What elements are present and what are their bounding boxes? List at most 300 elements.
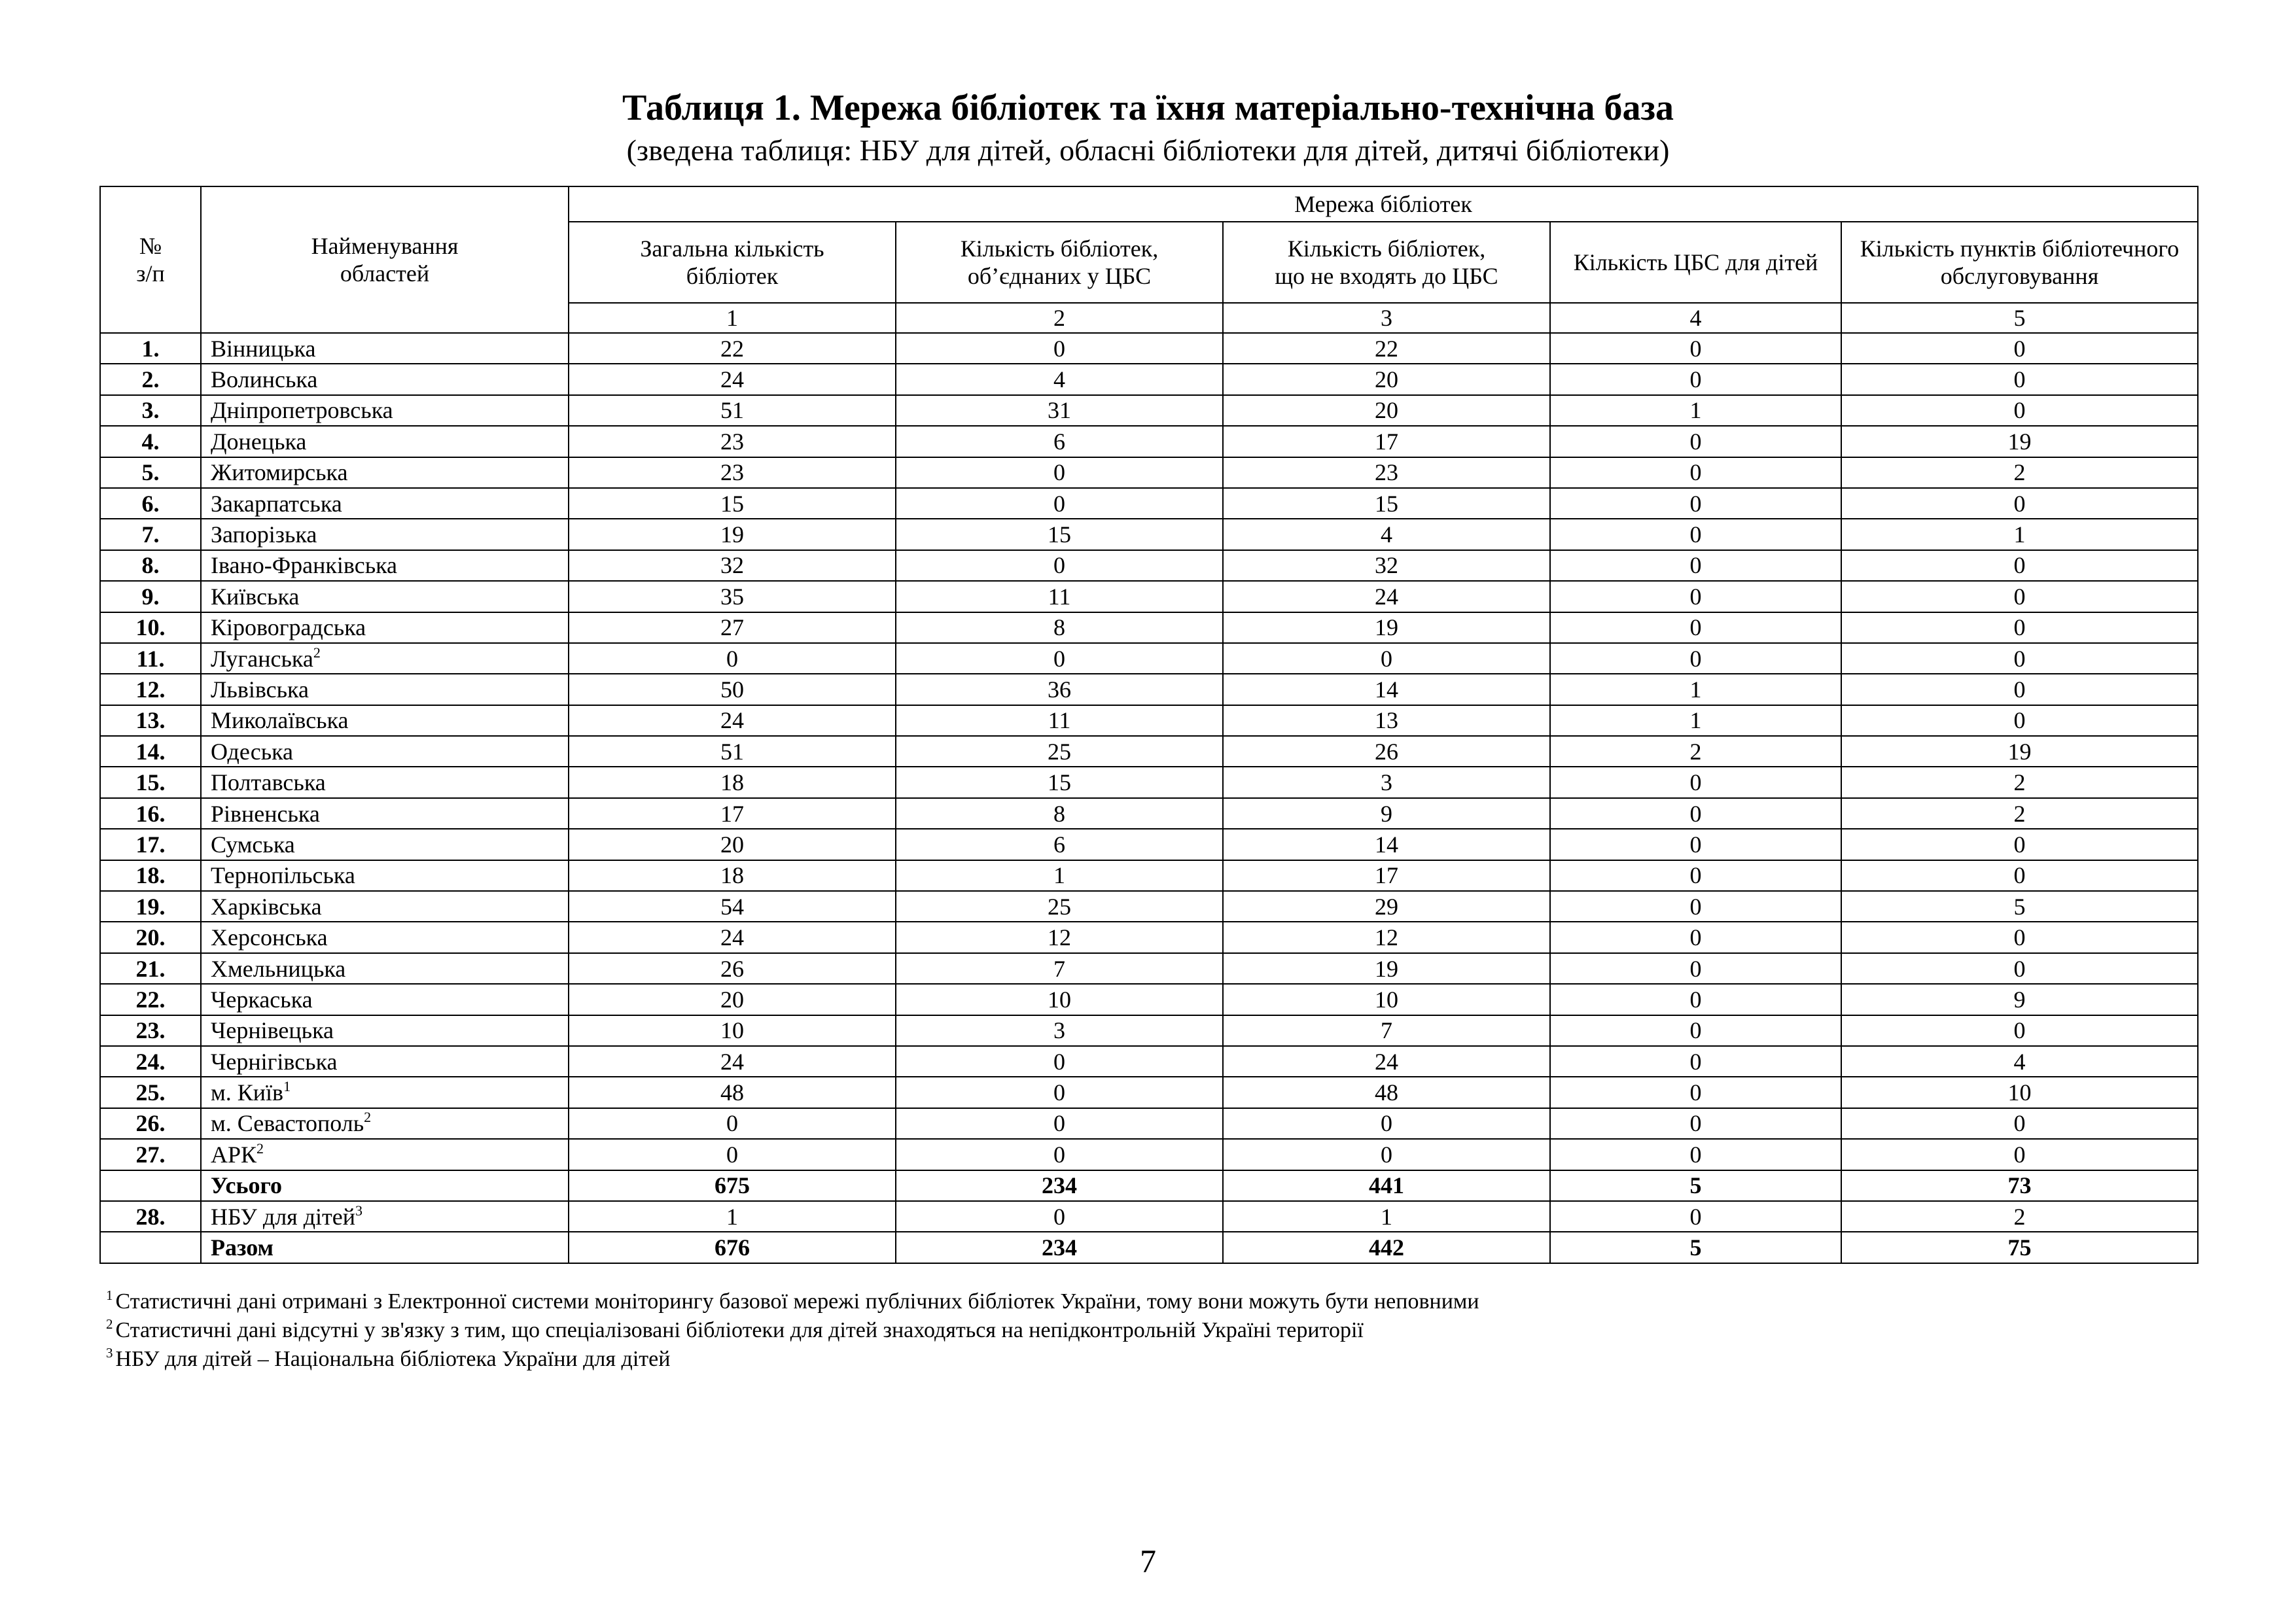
header-col-3: Кількість бібліотек, що не входять до ЦБС bbox=[1223, 222, 1550, 303]
value-cell-col-5: 5 bbox=[1841, 891, 2198, 922]
region-name-text: Житомирська bbox=[211, 459, 348, 486]
value-cell-col-5: 1 bbox=[1841, 519, 2198, 550]
footnote-mark: 3 bbox=[106, 1345, 113, 1361]
table-row bbox=[100, 643, 2198, 674]
value-cell-col-4: 0 bbox=[1550, 1015, 1841, 1046]
table-row bbox=[100, 705, 2198, 736]
value-cell-col-4: 0 bbox=[1550, 550, 1841, 581]
value-cell-col-5: 4 bbox=[1841, 1046, 2198, 1077]
value-cell-col-5: 19 bbox=[1841, 426, 2198, 457]
value-cell-col-1: 26 bbox=[569, 953, 896, 984]
value-cell-col-4: 5 bbox=[1550, 1232, 1841, 1263]
value-cell-col-3: 19 bbox=[1223, 612, 1550, 643]
region-name-text: м. Севастополь bbox=[211, 1110, 364, 1137]
region-name bbox=[201, 953, 569, 984]
value-cell-col-4: 0 bbox=[1550, 860, 1841, 891]
value-cell-col-1: 0 bbox=[569, 1139, 896, 1170]
header-colnum-4: 4 bbox=[1550, 303, 1841, 333]
table-subtitle: (зведена таблиця: НБУ для дітей, обласні бібліотеки для дітей, дитячі бібліотеки) bbox=[626, 133, 1670, 167]
region-name-text: Дніпропетровська bbox=[211, 397, 393, 424]
region-name-text: Вінницька bbox=[211, 335, 316, 362]
value-cell-col-2: 6 bbox=[896, 829, 1223, 860]
value-cell-col-2: 0 bbox=[896, 643, 1223, 674]
header-col-4: Кількість ЦБС для дітей bbox=[1550, 222, 1841, 303]
value-cell-col-5: 0 bbox=[1841, 1108, 2198, 1139]
value-cell-col-2: 7 bbox=[896, 953, 1223, 984]
value-cell-col-5: 2 bbox=[1841, 457, 2198, 488]
value-cell-col-4: 1 bbox=[1550, 705, 1841, 736]
value-cell-col-5: 0 bbox=[1841, 922, 2198, 952]
region-name-text: Чернівецька bbox=[211, 1017, 334, 1044]
value-cell-col-3: 0 bbox=[1223, 1139, 1550, 1170]
value-cell-col-4: 0 bbox=[1550, 1077, 1841, 1108]
value-cell-col-4: 0 bbox=[1550, 333, 1841, 364]
row-number: 20. bbox=[100, 922, 201, 952]
region-name bbox=[201, 519, 569, 550]
row-number: 23. bbox=[100, 1015, 201, 1046]
region-name-text: Разом bbox=[211, 1234, 274, 1261]
region-name-text: Запорізька bbox=[211, 521, 317, 548]
region-name bbox=[201, 612, 569, 643]
region-name bbox=[201, 550, 569, 581]
region-name bbox=[201, 674, 569, 705]
value-cell-col-2: 15 bbox=[896, 519, 1223, 550]
row-number: 15. bbox=[100, 767, 201, 797]
row-number: 21. bbox=[100, 953, 201, 984]
region-name-text: Миколаївська bbox=[211, 707, 349, 734]
row-number: 17. bbox=[100, 829, 201, 860]
value-cell-col-3: 0 bbox=[1223, 1108, 1550, 1139]
value-cell-col-5: 0 bbox=[1841, 364, 2198, 394]
value-cell-col-1: 27 bbox=[569, 612, 896, 643]
region-name bbox=[201, 798, 569, 829]
region-name-text: Київська bbox=[211, 583, 300, 610]
region-name bbox=[201, 581, 569, 612]
value-cell-col-4: 0 bbox=[1550, 984, 1841, 1015]
footnote-ref: 2 bbox=[313, 644, 321, 661]
footnote-ref: 2 bbox=[256, 1140, 264, 1157]
value-cell-col-1: 23 bbox=[569, 457, 896, 488]
table-row bbox=[100, 1015, 2198, 1046]
value-cell-col-3: 442 bbox=[1223, 1232, 1550, 1263]
value-cell-col-2: 0 bbox=[896, 333, 1223, 364]
table-row bbox=[100, 767, 2198, 797]
footnote-ref: 1 bbox=[283, 1078, 291, 1095]
region-name-text: Закарпатська bbox=[211, 490, 342, 517]
region-name bbox=[201, 488, 569, 519]
region-name-text: Луганська bbox=[211, 645, 313, 672]
value-cell-col-1: 676 bbox=[569, 1232, 896, 1263]
value-cell-col-5: 0 bbox=[1841, 550, 2198, 581]
header-colnum-2: 2 bbox=[896, 303, 1223, 333]
value-cell-col-4: 0 bbox=[1550, 891, 1841, 922]
value-cell-col-4: 0 bbox=[1550, 426, 1841, 457]
value-cell-col-1: 20 bbox=[569, 984, 896, 1015]
value-cell-col-5: 2 bbox=[1841, 767, 2198, 797]
region-name bbox=[201, 984, 569, 1015]
region-name-text: Сумська bbox=[211, 831, 295, 858]
footnote bbox=[106, 1287, 1479, 1316]
table-total-row bbox=[100, 1170, 2198, 1201]
row-number: 9. bbox=[100, 581, 201, 612]
value-cell-col-1: 35 bbox=[569, 581, 896, 612]
value-cell-col-2: 11 bbox=[896, 581, 1223, 612]
row-number: 11. bbox=[100, 643, 201, 674]
value-cell-col-5: 0 bbox=[1841, 643, 2198, 674]
header-network: Мережа бібліотек bbox=[569, 186, 2198, 222]
value-cell-col-2: 31 bbox=[896, 395, 1223, 426]
table-row bbox=[100, 736, 2198, 767]
value-cell-col-5: 0 bbox=[1841, 1139, 2198, 1170]
value-cell-col-3: 1 bbox=[1223, 1201, 1550, 1232]
table-row bbox=[100, 612, 2198, 643]
region-name-text: Чернігівська bbox=[211, 1048, 338, 1075]
value-cell-col-5: 10 bbox=[1841, 1077, 2198, 1108]
value-cell-col-2: 1 bbox=[896, 860, 1223, 891]
value-cell-col-1: 22 bbox=[569, 333, 896, 364]
value-cell-col-2: 0 bbox=[896, 1077, 1223, 1108]
row-number: 26. bbox=[100, 1108, 201, 1139]
page-number: 7 bbox=[1140, 1543, 1156, 1579]
value-cell-col-3: 17 bbox=[1223, 426, 1550, 457]
value-cell-col-3: 13 bbox=[1223, 705, 1550, 736]
region-name-text: Полтавська bbox=[211, 769, 326, 796]
table-row bbox=[100, 550, 2198, 581]
value-cell-col-5: 73 bbox=[1841, 1170, 2198, 1201]
header-col-1: Загальна кількість бібліотек bbox=[569, 222, 896, 303]
table-row bbox=[100, 1046, 2198, 1077]
value-cell-col-2: 25 bbox=[896, 736, 1223, 767]
row-number: 13. bbox=[100, 705, 201, 736]
table-body bbox=[100, 333, 2198, 1263]
region-name-text: НБУ для дітей bbox=[211, 1203, 356, 1230]
region-name-text: Харківська bbox=[211, 893, 322, 920]
table-row bbox=[100, 1201, 2198, 1232]
library-network-table bbox=[99, 186, 2199, 1264]
region-name-text: Усього bbox=[211, 1172, 283, 1199]
footnote bbox=[106, 1345, 1479, 1374]
value-cell-col-3: 12 bbox=[1223, 922, 1550, 952]
region-name bbox=[201, 860, 569, 891]
region-name-text: Черкаська bbox=[211, 986, 313, 1013]
value-cell-col-4: 0 bbox=[1550, 798, 1841, 829]
value-cell-col-5: 19 bbox=[1841, 736, 2198, 767]
row-number: 4. bbox=[100, 426, 201, 457]
footnote-text: НБУ для дітей – Національна бібліотека України для дітей bbox=[115, 1347, 671, 1371]
region-name bbox=[201, 767, 569, 797]
value-cell-col-3: 23 bbox=[1223, 457, 1550, 488]
value-cell-col-2: 0 bbox=[896, 550, 1223, 581]
table-row bbox=[100, 953, 2198, 984]
region-name-text: Львівська bbox=[211, 676, 309, 703]
value-cell-col-5: 9 bbox=[1841, 984, 2198, 1015]
table-row bbox=[100, 1077, 2198, 1108]
region-name-text: Херсонська bbox=[211, 924, 328, 951]
row-number: 14. bbox=[100, 736, 201, 767]
value-cell-col-1: 48 bbox=[569, 1077, 896, 1108]
region-name bbox=[201, 364, 569, 394]
header-number: № з/п bbox=[100, 186, 201, 333]
value-cell-col-2: 0 bbox=[896, 1046, 1223, 1077]
row-number: 1. bbox=[100, 333, 201, 364]
header-colnum-1: 1 bbox=[569, 303, 896, 333]
value-cell-col-3: 441 bbox=[1223, 1170, 1550, 1201]
value-cell-col-5: 0 bbox=[1841, 860, 2198, 891]
value-cell-col-1: 24 bbox=[569, 705, 896, 736]
region-name bbox=[201, 891, 569, 922]
region-name bbox=[201, 705, 569, 736]
value-cell-col-5: 0 bbox=[1841, 953, 2198, 984]
row-number: 2. bbox=[100, 364, 201, 394]
footnote-text: Статистичні дані отримані з Електронної системи моніторингу базової мережі публічних бібліотек України, тому вони можуть бути неповними bbox=[115, 1289, 1479, 1314]
region-name bbox=[201, 333, 569, 364]
value-cell-col-2: 0 bbox=[896, 457, 1223, 488]
table-row bbox=[100, 457, 2198, 488]
footnote bbox=[106, 1316, 1479, 1345]
value-cell-col-2: 15 bbox=[896, 767, 1223, 797]
table-row bbox=[100, 1139, 2198, 1170]
value-cell-col-3: 3 bbox=[1223, 767, 1550, 797]
value-cell-col-4: 0 bbox=[1550, 829, 1841, 860]
region-name bbox=[201, 1108, 569, 1139]
value-cell-col-1: 20 bbox=[569, 829, 896, 860]
region-name bbox=[201, 1201, 569, 1232]
value-cell-col-3: 17 bbox=[1223, 860, 1550, 891]
value-cell-col-4: 0 bbox=[1550, 1139, 1841, 1170]
region-name bbox=[201, 426, 569, 457]
value-cell-col-5: 2 bbox=[1841, 1201, 2198, 1232]
value-cell-col-4: 0 bbox=[1550, 612, 1841, 643]
region-name-text: м. Київ bbox=[211, 1079, 284, 1106]
region-name bbox=[201, 736, 569, 767]
value-cell-col-5: 75 bbox=[1841, 1232, 2198, 1263]
region-name bbox=[201, 1015, 569, 1046]
header-region: Найменування областей bbox=[201, 186, 569, 333]
value-cell-col-5: 0 bbox=[1841, 1015, 2198, 1046]
row-number: 6. bbox=[100, 488, 201, 519]
value-cell-col-4: 0 bbox=[1550, 922, 1841, 952]
row-number: 18. bbox=[100, 860, 201, 891]
region-name bbox=[201, 1046, 569, 1077]
value-cell-col-3: 14 bbox=[1223, 674, 1550, 705]
value-cell-col-2: 0 bbox=[896, 1139, 1223, 1170]
footnote-mark: 1 bbox=[106, 1287, 113, 1303]
table-row bbox=[100, 860, 2198, 891]
value-cell-col-1: 50 bbox=[569, 674, 896, 705]
region-name bbox=[201, 643, 569, 674]
table-row bbox=[100, 984, 2198, 1015]
value-cell-col-2: 0 bbox=[896, 1201, 1223, 1232]
row-number: 3. bbox=[100, 395, 201, 426]
value-cell-col-5: 0 bbox=[1841, 395, 2198, 426]
value-cell-col-1: 675 bbox=[569, 1170, 896, 1201]
footnote-mark: 2 bbox=[106, 1316, 113, 1332]
region-name bbox=[201, 395, 569, 426]
table-row bbox=[100, 829, 2198, 860]
value-cell-col-4: 0 bbox=[1550, 643, 1841, 674]
value-cell-col-1: 51 bbox=[569, 395, 896, 426]
value-cell-col-4: 5 bbox=[1550, 1170, 1841, 1201]
table-row bbox=[100, 364, 2198, 394]
value-cell-col-5: 0 bbox=[1841, 581, 2198, 612]
region-name-text: Хмельницька bbox=[211, 955, 346, 982]
region-name-text: Кіровоградська bbox=[211, 614, 366, 641]
value-cell-col-2: 11 bbox=[896, 705, 1223, 736]
value-cell-col-5: 2 bbox=[1841, 798, 2198, 829]
region-name-text: Тернопільська bbox=[211, 862, 355, 889]
value-cell-col-3: 10 bbox=[1223, 984, 1550, 1015]
table-row bbox=[100, 395, 2198, 426]
table-row bbox=[100, 519, 2198, 550]
region-name bbox=[201, 829, 569, 860]
value-cell-col-4: 2 bbox=[1550, 736, 1841, 767]
value-cell-col-3: 29 bbox=[1223, 891, 1550, 922]
row-number: 27. bbox=[100, 1139, 201, 1170]
value-cell-col-1: 17 bbox=[569, 798, 896, 829]
value-cell-col-4: 1 bbox=[1550, 674, 1841, 705]
value-cell-col-4: 0 bbox=[1550, 953, 1841, 984]
table-row bbox=[100, 798, 2198, 829]
value-cell-col-3: 48 bbox=[1223, 1077, 1550, 1108]
row-number: 8. bbox=[100, 550, 201, 581]
value-cell-col-1: 54 bbox=[569, 891, 896, 922]
value-cell-col-2: 0 bbox=[896, 488, 1223, 519]
value-cell-col-2: 12 bbox=[896, 922, 1223, 952]
value-cell-col-4: 0 bbox=[1550, 767, 1841, 797]
header-col-2: Кількість бібліотек, об’єднаних у ЦБС bbox=[896, 222, 1223, 303]
row-number bbox=[100, 1170, 201, 1201]
value-cell-col-3: 32 bbox=[1223, 550, 1550, 581]
value-cell-col-2: 234 bbox=[896, 1232, 1223, 1263]
region-name bbox=[201, 457, 569, 488]
value-cell-col-2: 8 bbox=[896, 612, 1223, 643]
value-cell-col-1: 32 bbox=[569, 550, 896, 581]
value-cell-col-5: 0 bbox=[1841, 705, 2198, 736]
table-row bbox=[100, 674, 2198, 705]
value-cell-col-2: 25 bbox=[896, 891, 1223, 922]
value-cell-col-3: 20 bbox=[1223, 395, 1550, 426]
value-cell-col-3: 26 bbox=[1223, 736, 1550, 767]
row-number: 7. bbox=[100, 519, 201, 550]
table-row bbox=[100, 426, 2198, 457]
row-number: 24. bbox=[100, 1046, 201, 1077]
value-cell-col-1: 24 bbox=[569, 1046, 896, 1077]
value-cell-col-3: 7 bbox=[1223, 1015, 1550, 1046]
value-cell-col-2: 0 bbox=[896, 1108, 1223, 1139]
table-row bbox=[100, 333, 2198, 364]
row-number: 10. bbox=[100, 612, 201, 643]
row-number: 5. bbox=[100, 457, 201, 488]
value-cell-col-2: 4 bbox=[896, 364, 1223, 394]
row-number bbox=[100, 1232, 201, 1263]
value-cell-col-1: 15 bbox=[569, 488, 896, 519]
value-cell-col-1: 23 bbox=[569, 426, 896, 457]
value-cell-col-4: 0 bbox=[1550, 457, 1841, 488]
value-cell-col-5: 0 bbox=[1841, 488, 2198, 519]
region-name bbox=[201, 1170, 569, 1201]
value-cell-col-4: 1 bbox=[1550, 395, 1841, 426]
row-number: 28. bbox=[100, 1201, 201, 1232]
region-name bbox=[201, 922, 569, 952]
value-cell-col-3: 9 bbox=[1223, 798, 1550, 829]
value-cell-col-1: 18 bbox=[569, 767, 896, 797]
region-name-text: Одеська bbox=[211, 738, 294, 765]
header-colnum-5: 5 bbox=[1841, 303, 2198, 333]
row-number: 12. bbox=[100, 674, 201, 705]
value-cell-col-4: 0 bbox=[1550, 519, 1841, 550]
value-cell-col-2: 3 bbox=[896, 1015, 1223, 1046]
value-cell-col-2: 10 bbox=[896, 984, 1223, 1015]
table-total-row bbox=[100, 1232, 2198, 1263]
row-number: 22. bbox=[100, 984, 201, 1015]
region-name-text: Донецька bbox=[211, 428, 307, 455]
value-cell-col-4: 0 bbox=[1550, 364, 1841, 394]
table-row bbox=[100, 581, 2198, 612]
table-row bbox=[100, 1108, 2198, 1139]
value-cell-col-1: 19 bbox=[569, 519, 896, 550]
table-title: Таблиця 1. Мережа бібліотек та їхня матеріально-технічна база bbox=[622, 88, 1674, 128]
value-cell-col-4: 0 bbox=[1550, 581, 1841, 612]
value-cell-col-1: 0 bbox=[569, 643, 896, 674]
value-cell-col-2: 6 bbox=[896, 426, 1223, 457]
header-colnum-3: 3 bbox=[1223, 303, 1550, 333]
value-cell-col-2: 36 bbox=[896, 674, 1223, 705]
region-name-text: Волинська bbox=[211, 366, 318, 393]
footnote-ref: 2 bbox=[364, 1109, 372, 1126]
footnotes bbox=[106, 1287, 1479, 1374]
header-col-5: Кількість пунктів бібліотечного обслуговування bbox=[1841, 222, 2198, 303]
value-cell-col-5: 0 bbox=[1841, 829, 2198, 860]
value-cell-col-3: 20 bbox=[1223, 364, 1550, 394]
footnote-ref: 3 bbox=[355, 1202, 363, 1219]
table-row bbox=[100, 891, 2198, 922]
row-number: 19. bbox=[100, 891, 201, 922]
row-number: 25. bbox=[100, 1077, 201, 1108]
value-cell-col-5: 0 bbox=[1841, 333, 2198, 364]
table-row bbox=[100, 922, 2198, 952]
region-name-text: Рівненська bbox=[211, 800, 320, 827]
region-name bbox=[201, 1077, 569, 1108]
value-cell-col-2: 234 bbox=[896, 1170, 1223, 1201]
value-cell-col-3: 4 bbox=[1223, 519, 1550, 550]
value-cell-col-5: 0 bbox=[1841, 612, 2198, 643]
value-cell-col-2: 8 bbox=[896, 798, 1223, 829]
value-cell-col-3: 19 bbox=[1223, 953, 1550, 984]
value-cell-col-3: 15 bbox=[1223, 488, 1550, 519]
value-cell-col-3: 24 bbox=[1223, 1046, 1550, 1077]
region-name-text: Івано-Франківська bbox=[211, 552, 398, 579]
value-cell-col-4: 0 bbox=[1550, 1108, 1841, 1139]
value-cell-col-4: 0 bbox=[1550, 488, 1841, 519]
value-cell-col-3: 14 bbox=[1223, 829, 1550, 860]
region-name bbox=[201, 1232, 569, 1263]
region-name-text: АРК bbox=[211, 1141, 257, 1168]
value-cell-col-3: 0 bbox=[1223, 643, 1550, 674]
value-cell-col-4: 0 bbox=[1550, 1046, 1841, 1077]
value-cell-col-3: 24 bbox=[1223, 581, 1550, 612]
value-cell-col-1: 10 bbox=[569, 1015, 896, 1046]
footnote-text: Статистичні дані відсутні у зв'язку з тим, що спеціалізовані бібліотеки для дітей знаходяться на непідконтрольній Україні території bbox=[115, 1318, 1364, 1342]
value-cell-col-1: 0 bbox=[569, 1108, 896, 1139]
value-cell-col-4: 0 bbox=[1550, 1201, 1841, 1232]
value-cell-col-3: 22 bbox=[1223, 333, 1550, 364]
table-row bbox=[100, 488, 2198, 519]
value-cell-col-1: 18 bbox=[569, 860, 896, 891]
row-number: 16. bbox=[100, 798, 201, 829]
region-name bbox=[201, 1139, 569, 1170]
value-cell-col-1: 51 bbox=[569, 736, 896, 767]
value-cell-col-1: 1 bbox=[569, 1201, 896, 1232]
